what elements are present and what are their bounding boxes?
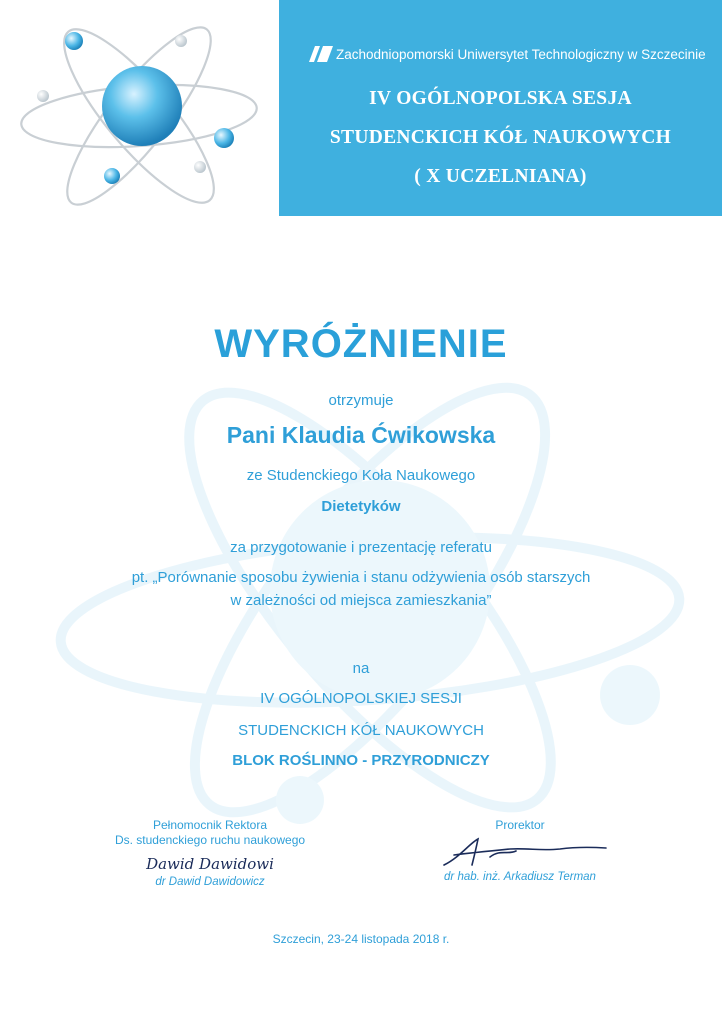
signature-left xyxy=(100,818,320,888)
signatory-title-right: Prorektor xyxy=(495,818,545,832)
header-banner xyxy=(279,0,722,216)
session-title-line-1: IV OGÓLNOPOLSKA SESJA xyxy=(369,88,632,109)
on-text: na xyxy=(352,660,370,677)
from-text: ze Studenckiego Koła Naukowego xyxy=(246,467,476,484)
recipient-name: Pani Klaudia Ćwikowska xyxy=(226,422,496,448)
handwritten-signature-left xyxy=(130,850,290,876)
session-title-line-2: STUDENCKICH KÓŁ NAUKOWYCH xyxy=(329,127,672,148)
certificate-title: WYRÓŻNIENIE xyxy=(214,322,508,366)
signature-left-text: Dawid Dawidowi xyxy=(146,855,274,873)
session-title-line-3: ( X UCZELNIANA) xyxy=(414,166,587,187)
place-and-date: Szczecin, 23-24 listopada 2018 r. xyxy=(272,932,450,946)
signatory-title-2: Ds. studenckiego ruchu naukowego xyxy=(114,833,306,847)
signatory-name-right: dr hab. inż. Arkadiusz Terman xyxy=(444,871,596,883)
preparation-text: za przygotowanie i prezentację referatu xyxy=(230,539,492,556)
university-name xyxy=(309,46,719,62)
topic-line-2: w zależności od miejsca zamieszkania” xyxy=(230,592,492,609)
university-name-text: Zachodniopomorski Uniwersytet Technologiczny w Szczecinie xyxy=(336,47,706,62)
circle-name: Dietetyków xyxy=(321,498,401,515)
signature-right xyxy=(420,818,620,883)
topic-line-1: pt. „Porównanie sposobu żywienia i stanu odżywienia osób starszych xyxy=(131,569,591,586)
university-logo-icon xyxy=(309,46,333,62)
event-line-1: IV OGÓLNOPOLSKIEJ SESJI xyxy=(260,690,462,707)
handwritten-signature-right xyxy=(430,835,610,871)
block-name: BLOK ROŚLINNO - PRZYRODNICZY xyxy=(232,752,490,769)
event-line-2: STUDENCKICH KÓŁ NAUKOWYCH xyxy=(238,722,484,739)
signatory-name-left: dr Dawid Dawidowicz xyxy=(155,876,265,888)
signatory-title-1: Pełnomocnik Rektora xyxy=(152,818,268,832)
receives-text: otrzymuje xyxy=(328,392,394,409)
atom-logo xyxy=(14,8,264,218)
